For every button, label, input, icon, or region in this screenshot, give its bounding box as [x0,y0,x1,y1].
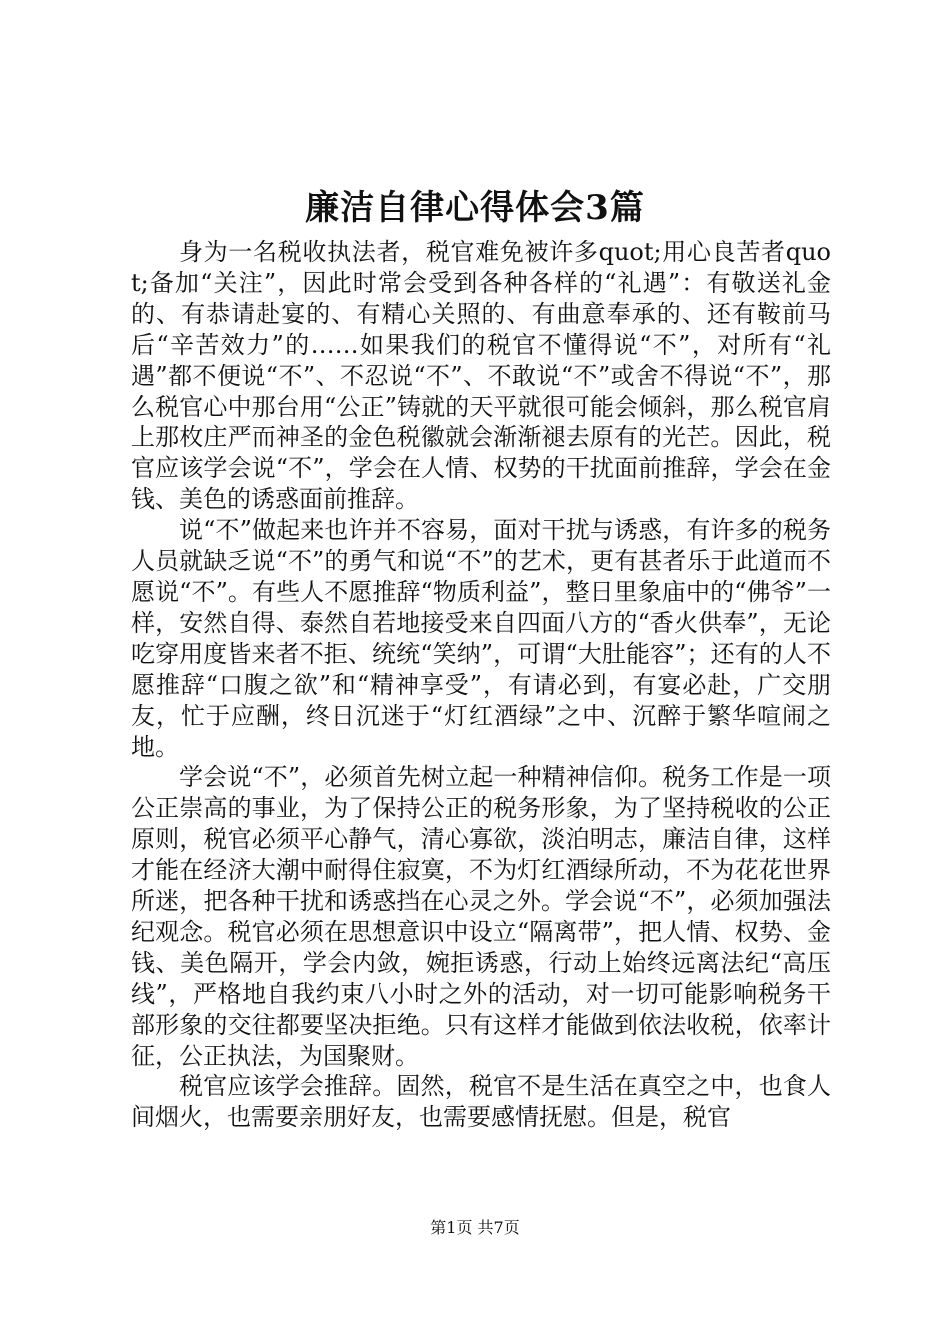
document-title: 廉洁自律心得体会3篇 [305,188,645,228]
paragraph-4: 税官应该学会推辞。固然，税官不是生活在真空之中，也食人间烟火，也需要亲朋好友，也需要感情抚慰。但是，税官 [131,1072,831,1132]
paragraph-1: 身为一名税收执法者，税官难免被许多quot;用心良苦者quot;备加“关注”，因此时常会受到各种各样的“礼遇”：有敬送礼金的、有恭请赴宴的、有精心关照的、有曲意奉承的、还有鞍前马后“辛苦效力”的……如果我们的税官不懂得说“不”，对所有“礼遇”都不便说“不”、不忍说“不”、不敢说“不”或舍不得说“不”，那么税官心中那台用“公正”铸就的天平就很可能会倾斜，那么税官肩上那枚庄严而神圣的金色税徽就会渐渐褪去原有的光芒。因此，税官应该学会说“不”，学会在人情、权势的干扰面前推辞，学会在金钱、美色的诱惑面前推辞。 [131,238,831,514]
page-number-footer: 第1页 共7页 [430,1218,520,1237]
document-body [131,237,831,1133]
paragraph-3: 学会说“不”，必须首先树立起一种精神信仰。税务工作是一项公正崇高的事业，为了保持公正的税务形象，为了坚持税收的公正原则，税官必须平心静气，清心寡欲，淡泊明志，廉洁自律，这样才能在经济大潮中耐得住寂寞，不为灯红酒绿所动，不为花花世界所迷，把各种干扰和诱惑挡在心灵之外。学会说“不”，必须加强法纪观念。税官必须在思想意识中设立“隔离带”，把人情、权势、金钱、美色隔开，学会内敛，婉拒诱惑，行动上始终远离法纪“高压线”，严格地自我约束八小时之外的活动，对一切可能影响税务干部形象的交往都要坚决拒绝。只有这样才能做到依法收税，依率计征，公正执法，为国聚财。 [131,763,831,1070]
paragraph-2: 说“不”做起来也许并不容易，面对干扰与诱惑，有许多的税务人员就缺乏说“不”的勇气和说“不”的艺术，更有甚者乐于此道而不愿说“不”。有些人不愿推辞“物质利益”，整日里象庙中的“佛爷”一样，安然自得、泰然自若地接受来自四面八方的“香火供奉”，无论吃穿用度皆来者不拒、统统“笑纳”，可谓“大肚能容”；还有的人不愿推辞“口腹之欲”和“精神享受”，有请必到，有宴必赴，广交朋友，忙于应酬，终日沉迷于“灯红酒绿”之中、沉醉于繁华喧闹之地。 [131,516,831,761]
